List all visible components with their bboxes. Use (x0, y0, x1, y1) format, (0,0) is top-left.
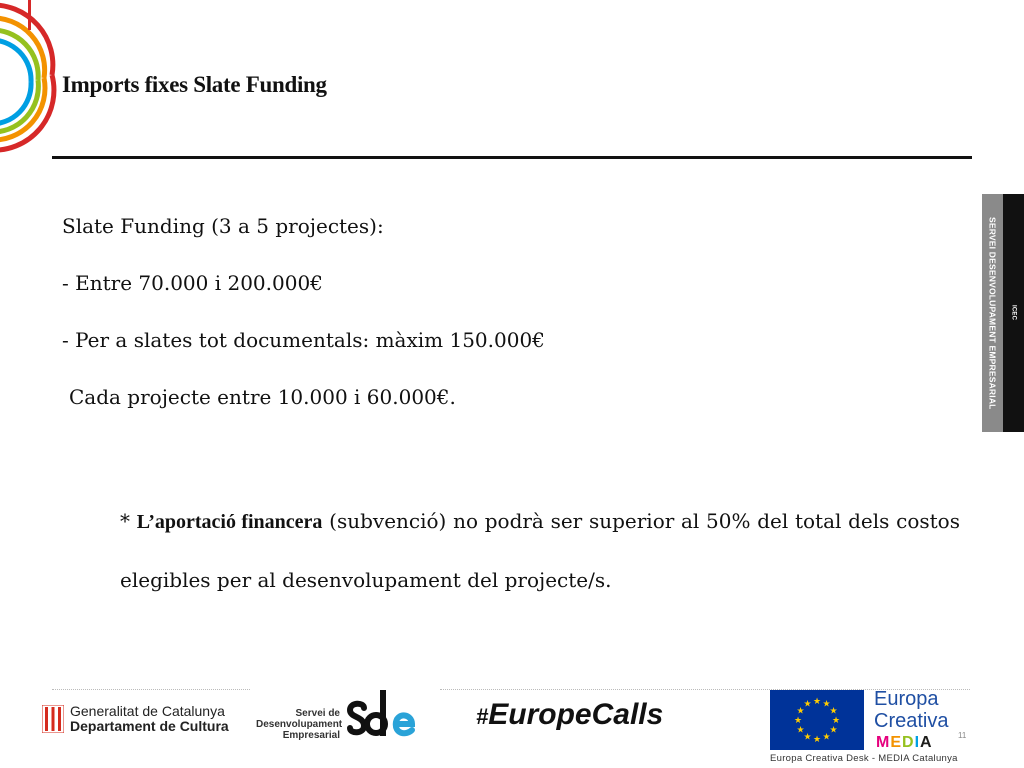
eu-star-icon: ★ (803, 732, 812, 743)
body-line-range: - Entre 70.000 i 200.000€ (62, 271, 323, 295)
media-logo (876, 734, 933, 752)
eu-star-icon: ★ (822, 699, 831, 710)
desk-label: Europa Creativa Desk - MEDIA Catalunya (770, 753, 958, 764)
slide-title: Imports fixes Slate Funding (62, 72, 327, 97)
side-tab (982, 194, 1024, 432)
media-letter-i: I (914, 734, 921, 751)
europa-line2: Creativa (874, 710, 949, 732)
corner-logo-arcs (0, 0, 70, 170)
side-tab-grey (982, 194, 1003, 432)
eu-star-icon: ★ (796, 725, 805, 736)
europa-line1: Europa (874, 688, 939, 710)
eu-star-icon: ★ (796, 706, 805, 717)
media-letter-e: E (890, 734, 902, 751)
note-rest: (subvenció) no podrà ser superior al 50% del total dels costos elegibles per al desenvolupament del projecte/s. (120, 509, 960, 592)
eu-star-icon: ★ (831, 716, 841, 726)
title-underline (52, 156, 972, 159)
gencat-flag-icon (42, 705, 64, 733)
sde-label-line3: Empresarial (282, 730, 340, 741)
eu-star-icon: ★ (829, 725, 838, 736)
sde-logo-icon (346, 686, 416, 742)
eu-star-icon: ★ (812, 735, 822, 745)
footer-divider-left (52, 689, 250, 690)
side-tab-black (1003, 194, 1024, 432)
eu-star-icon: ★ (803, 699, 812, 710)
gencat-line2: Departament de Cultura (70, 718, 229, 734)
eu-star-icon: ★ (822, 732, 831, 743)
sde-label (256, 708, 343, 741)
media-letter-a: A (920, 734, 933, 751)
side-tab-label: SERVEI DESENVOLUPAMENT EMPRESARIAL (987, 216, 998, 410)
sde-label-line2: Desenvolupament (256, 719, 343, 730)
funding-note (120, 492, 960, 609)
eu-flag-icon (770, 690, 864, 750)
body-line-documentals: - Per a slates tot documentals: màxim 150.000€ (62, 328, 545, 352)
page-number: 11 (958, 731, 967, 740)
eu-star-icon: ★ (793, 716, 803, 726)
body-line-heading: Slate Funding (3 a 5 projectes): (62, 214, 384, 238)
gencat-logo (42, 704, 229, 734)
note-prefix: * (120, 509, 137, 533)
media-letter-d: D (902, 734, 915, 751)
eu-star-icon: ★ (812, 697, 822, 707)
sde-label-line1: Servei de (295, 708, 340, 719)
body-line-per-project: Cada projecte entre 10.000 i 60.000€. (69, 385, 456, 409)
hashtag-text: EuropeCalls (488, 698, 664, 731)
europa-creativa-logo (874, 688, 948, 732)
note-bold: L’aportació financera (136, 511, 323, 533)
media-letter-m: M (876, 734, 891, 751)
hashtag (476, 698, 663, 732)
side-tab-small-label: ICEC (1010, 305, 1017, 321)
eu-star-icon: ★ (829, 706, 838, 717)
hashtag-symbol: # (476, 704, 489, 729)
gencat-line1: Generalitat de Catalunya (70, 703, 225, 719)
